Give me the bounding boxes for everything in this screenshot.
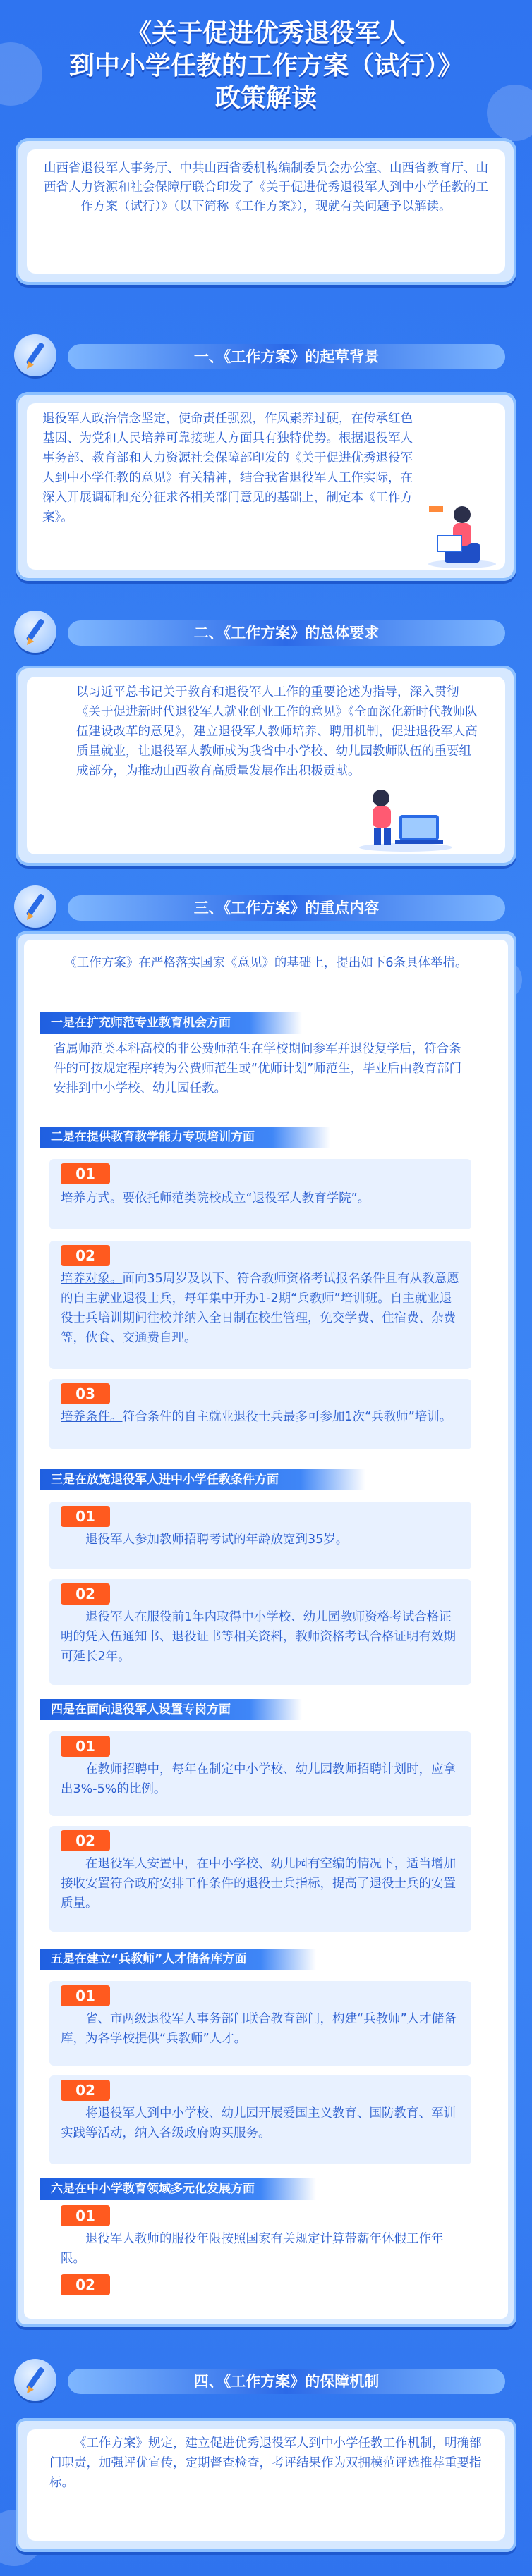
laptop-user-illustration-icon [353, 775, 459, 853]
item-number: 03 [61, 1383, 110, 1404]
intro-text: 山西省退役军人事务厅、中共山西省委机构编制委员会办公室、山西省教育厅、山西省人力资源和社会保障厅联合印发了《关于促进优秀退役军人到中小学任教的工作方案（试行）》（以下简称《工作方案》），现就有关问题予以解读。 [44, 161, 488, 214]
item-6-1-text: 退役军人教师的服役年限按照国家有关规定计算带薪年休假工作年限。 [61, 2232, 444, 2266]
item-2-3-body: 符合条件的自主就业退役士兵最多可参加1次“兵教师”培训。 [122, 1410, 452, 1424]
item-number: 01 [61, 1506, 110, 1527]
pen-badge-icon [14, 334, 56, 376]
pen-badge-icon [14, 885, 56, 928]
pen-badge-icon [14, 2359, 56, 2401]
page-title [21, 17, 511, 114]
subhead-2: 二是在提供教育教学能力专项培训方面 [40, 1127, 330, 1148]
section-2-title: 二、《工作方案》的总体要求 [193, 624, 380, 642]
title-line-1: 《关于促进优秀退役军人 [126, 18, 406, 48]
pen-badge-icon [14, 611, 56, 653]
title-line-2: 到中小学任教的工作方案（试行）》 [68, 51, 463, 80]
item-2-3-keyword: 培养条件。 [61, 1410, 123, 1424]
item-2-1-body: 要依托师范类院校成立“退役军人教育学院”。 [122, 1191, 370, 1206]
title-line-3: 政策解读 [214, 83, 317, 113]
item-4-1-text: 在教师招聘中，每年在制定中小学校、幼儿园教师招聘计划时，应拿出3%-5%的比例。 [61, 1762, 456, 1796]
item-3-2-text: 退役军人在服役前1年内取得中小学校、幼儿园教师资格考试合格证明的凭入伍通知书、退役证书等相关资料，教师资格考试合格证明有效期可延长2年。 [61, 1610, 456, 1664]
item-2-3-text [61, 1407, 460, 1427]
item-number: 01 [61, 2205, 110, 2226]
item-2-2-body: 面向35周岁及以下、符合教师资格考试报名条件且有从教意愿的自主就业退役士兵，每年集中开办1-2期“兵教师”培训班。自主就业退役士兵培训期间往校并纳入全日制在校生管理，免交学费、住宿费、杂费等，伙食、交通费自理。 [61, 1272, 459, 1345]
item-5-1-text: 省、市两级退役军人事务部门联合教育部门，构建“兵教师”人才储备库，为各学校提供“兵教师”人才。 [61, 2012, 457, 2046]
subhead-3: 三是在放宽退役军人进中小学任教条件方面 [40, 1469, 365, 1490]
section-1-text: 退役军人政治信念坚定，使命责任强烈，作风素养过硬，在传承红色基因、为党和人民培养可靠接班人方面具有独特优势。根据退役军人事务部、教育部和人力资源社会保障部印发的《关于促进优秀退役军人到中小学任教的意见》有关精神，结合我省退役军人工作实际，在深入开展调研和充分征求各相关部门意见的基础上，制定本《工作方案》。 [42, 412, 413, 525]
section-1-title: 一、《工作方案》的起草背景 [193, 348, 380, 365]
item-number: 02 [61, 1583, 110, 1605]
section-2-text: 以习近平总书记关于教育和退役军人工作的重要论述为指导，深入贯彻《关于促进新时代退役军人就业创业工作的意见》《全面深化新时代教师队伍建设改革的意见》，建立退役军人教师培养、聘用机制，促进退役军人高质量就业，让退役军人教师成为我省中小学校、幼儿园教师队伍的重要组成部分，为推动山西教育高质量发展作出积极贡献。 [76, 685, 478, 778]
section-4-header [0, 2359, 532, 2401]
item-1-text: 省属师范类本科高校的非公费师范生在学校期间参军并退役复学后，符合条件的可按规定程序转为公费师范生或“优师计划”师范生，毕业后由教育部门安排到中小学校、幼儿园任教。 [54, 1042, 462, 1096]
section-4-text: 《工作方案》规定，建立促进优秀退役军人到中小学任教工作机制，明确部门职责，加强评优宣传，定期督查检查，考评结果作为双拥模范评选推荐重要指标。 [49, 2436, 482, 2490]
item-number: 01 [61, 1163, 110, 1184]
item-2-1-text [61, 1189, 460, 1208]
item-4-2-text: 在退役军人安置中，在中小学校、幼儿园有空编的情况下，适当增加接收安置符合政府安排工作条件的退役士兵指标，提高了退役士兵的安置质量。 [61, 1857, 456, 1910]
item-3-1-text: 退役军人参加教师招聘考试的年龄放宽到35岁。 [85, 1533, 349, 1547]
subhead-5: 五是在建立“兵教师”人才储备库方面 [40, 1949, 316, 1970]
item-number: 01 [61, 1736, 110, 1757]
subhead-6: 六是在中小学教育领域多元化发展方面 [40, 2178, 316, 2200]
section-3-header [0, 885, 532, 928]
reader-illustration-icon [423, 493, 501, 571]
item-2-1-keyword: 培养方式。 [61, 1191, 123, 1206]
section-2-header [0, 611, 532, 653]
section-4-title: 四、《工作方案》的保障机制 [193, 2372, 380, 2390]
section-3-lead: 《工作方案》在严格落实国家《意见》的基础上，提出如下6条具体举措。 [64, 956, 468, 970]
subhead-4: 四是在面向退役军人设置专岗方面 [40, 1699, 302, 1720]
subhead-1: 一是在扩充师范专业教育机会方面 [40, 1012, 302, 1034]
item-number: 02 [61, 1830, 110, 1851]
section-3-title: 三、《工作方案》的重点内容 [193, 899, 380, 916]
item-number: 02 [61, 1245, 110, 1266]
item-2-2-text [61, 1269, 460, 1348]
item-number: 01 [61, 1985, 110, 2006]
item-2-2-keyword: 培养对象。 [61, 1272, 123, 1286]
section-1-header [0, 334, 532, 376]
item-number: 02 [61, 2274, 110, 2295]
item-number: 02 [61, 2080, 110, 2101]
item-5-2-text: 将退役军人到中小学校、幼儿园开展爱国主义教育、国防教育、军训实践等活动，纳入各级政府购买服务。 [61, 2106, 456, 2140]
